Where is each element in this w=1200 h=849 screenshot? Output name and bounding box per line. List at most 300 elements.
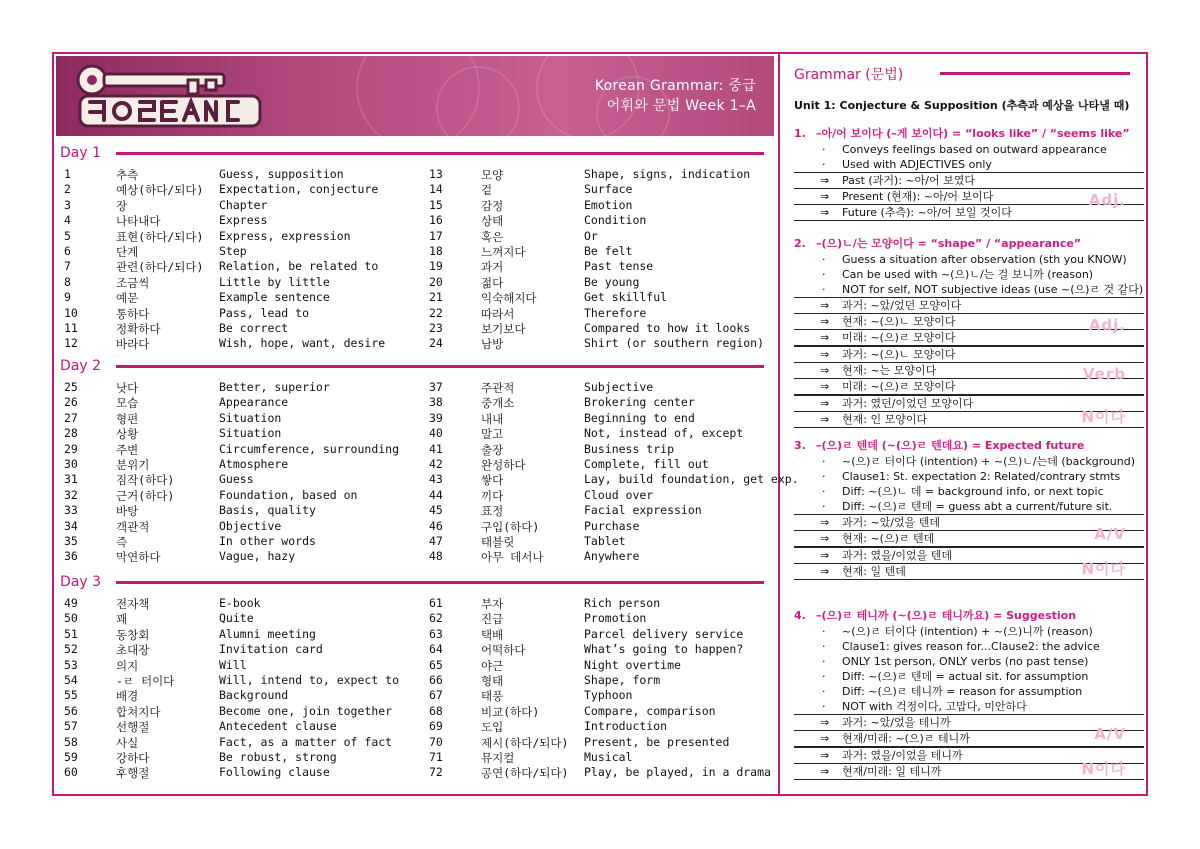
- arrow-mark: ⇒: [820, 380, 830, 393]
- vocab-english: Example sentence: [219, 290, 330, 305]
- vocab-korean: 예문: [116, 291, 139, 306]
- grammar-unit-title: Unit 1: Conjecture & Supposition (추측과 예상을 나타낼 때): [794, 99, 1130, 112]
- grammar-bullet: [794, 669, 1144, 684]
- word-class-tag: Adj.: [1088, 316, 1126, 334]
- vocab-number: 27: [64, 410, 78, 425]
- bullet-text: NOT for self, NOT subjective ideas (use ~(으)ㄹ 것 같다): [842, 283, 1144, 296]
- vocab-korean: 구입(하다): [481, 519, 540, 534]
- grammar-bullet: [794, 267, 1144, 282]
- bullet-text: Diff: ~(으)ㄹ 테니까 = reason for assumption: [842, 685, 1083, 698]
- vocab-english: Surface: [584, 182, 633, 197]
- bullet-text: Used with ADJECTIVES only: [842, 158, 992, 171]
- vocab-korean: 후행절: [116, 766, 150, 781]
- conjugation-group: [794, 714, 1144, 747]
- vocab-korean: 선행절: [116, 720, 150, 735]
- vocab-english: Subjective: [584, 380, 654, 394]
- grammar-heading-text: –(으)ㄹ 테니까 (~(으)ㄹ 테니까요) = Suggestion: [816, 609, 1077, 622]
- grammar-bullet: [794, 252, 1144, 267]
- conjugation-text: 과거: 였을/이었을 테니까: [842, 749, 963, 762]
- vocab-english: Past tense: [584, 259, 654, 274]
- vocab-number: 46: [429, 518, 443, 533]
- vocab-english: Pass, lead to: [219, 305, 310, 320]
- grammar-bullet: [794, 654, 1144, 669]
- arrow-mark: ⇒: [820, 331, 830, 344]
- vocab-number: 28: [64, 426, 78, 441]
- vocab-number: 3: [64, 197, 71, 212]
- vocab-number: 49: [64, 596, 78, 610]
- bullet-mark: ·: [822, 485, 826, 498]
- vocab-number: 63: [429, 626, 443, 641]
- vocab-english: Appearance: [219, 395, 289, 410]
- bullet-mark: ·: [822, 455, 826, 468]
- conjugation-group: [794, 395, 1144, 428]
- vocab-korean: 낫다: [116, 381, 139, 395]
- vocab-number: 53: [64, 657, 78, 672]
- arrow-mark: ⇒: [820, 716, 830, 729]
- arrow-mark: ⇒: [820, 364, 830, 377]
- vocab-korean: 남방: [481, 337, 504, 352]
- grammar-section-4: [794, 608, 1144, 780]
- vocab-english: Basis, quality: [219, 503, 316, 518]
- banner-title-line2: 어휘와 문법 Week 1–A: [606, 98, 756, 114]
- vocab-number: 65: [429, 657, 443, 672]
- vocab-english: Night overtime: [584, 657, 681, 672]
- bullet-mark: ·: [822, 283, 826, 296]
- grammar-heading: [794, 608, 1144, 624]
- bullet-text: ~(으)ㄹ 터이다 (intention) + ~(으)ㄴ/는데 (background): [842, 455, 1136, 468]
- vocab-english: Be correct: [219, 321, 289, 335]
- vocab-english: Or: [584, 228, 598, 243]
- day1-heading: [60, 145, 766, 163]
- vocab-number: 72: [429, 765, 443, 780]
- vocab-korean: 부자: [481, 597, 504, 611]
- vocab-number: 11: [64, 321, 78, 335]
- vocab-korean: 보기보다: [481, 322, 526, 336]
- vocab-english: Purchase: [584, 518, 640, 533]
- conjugation-group: [794, 547, 1144, 580]
- word-class-tag: Adj.: [1088, 191, 1126, 209]
- conjugation-line: [794, 347, 1144, 363]
- day1-rule: [116, 152, 764, 155]
- vocab-korean: 예상(하다/되다): [116, 183, 204, 198]
- vocab-korean: 합쳐지다: [116, 704, 161, 719]
- vocab-english: E-book: [219, 596, 261, 610]
- vocab-korean: 의지: [116, 658, 139, 673]
- grammar-bullet: [794, 484, 1144, 499]
- banner-title-line1: Korean Grammar: 중급: [594, 78, 756, 94]
- grammar-number: 4.: [794, 609, 806, 622]
- vocab-korean: 완성하다: [481, 458, 526, 472]
- arrow-mark: ⇒: [820, 206, 830, 219]
- vocab-english: Shape, signs, indication: [584, 167, 751, 181]
- vocab-number: 62: [429, 611, 443, 626]
- bullet-mark: ·: [822, 655, 826, 668]
- vocab-number: 44: [429, 487, 443, 502]
- conjugation-text: 과거: 였던/이었던 모양이다: [842, 397, 974, 410]
- vocab-korean: 태풍: [481, 689, 504, 704]
- conjugation-text: 과거: ~았/었을 텐데: [842, 516, 941, 529]
- grammar-heading: [794, 236, 1144, 252]
- vocab-korean: 과거: [481, 260, 504, 275]
- vocab-korean: 배경: [116, 689, 139, 704]
- vocab-korean: 객관적: [116, 519, 150, 534]
- day1-label: Day 1: [60, 145, 102, 161]
- vocab-english: Beginning to end: [584, 410, 695, 425]
- vocab-english: Vague, hazy: [219, 549, 296, 564]
- vocab-english: Be young: [584, 274, 640, 289]
- conjugation-line: [794, 173, 1144, 189]
- grammar-section-2: [794, 236, 1144, 428]
- vocab-number: 6: [64, 244, 71, 258]
- conjugation-text: 현재: ~(으)ㄴ 모양이다: [842, 315, 956, 328]
- vocab-english: Lay, build foundation, get exp.: [584, 472, 799, 487]
- day3-rule: [116, 581, 764, 584]
- grammar-section-3: [794, 438, 1144, 580]
- arrow-mark: ⇒: [820, 565, 830, 578]
- vocab-english: Get skillful: [584, 290, 668, 305]
- vocab-english: Present, be presented: [584, 734, 730, 749]
- arrow-mark: ⇒: [820, 413, 830, 426]
- vocab-english: Background: [219, 688, 289, 703]
- bullet-text: NOT with 걱정이다, 고맙다, 미안하다: [842, 700, 1027, 713]
- conjugation-text: Present (현재): ~아/어 보이다: [842, 190, 994, 203]
- vocab-english: Better, superior: [219, 380, 330, 394]
- word-class-tag: Verb: [1082, 365, 1126, 383]
- bullet-text: ONLY 1st person, ONLY verbs (no past tense): [842, 655, 1089, 668]
- vocab-korean: 야근: [481, 658, 504, 673]
- vocab-korean: 강하다: [116, 751, 150, 765]
- vocab-english: Step: [219, 244, 247, 258]
- vocab-number: 33: [64, 503, 78, 518]
- conjugation-group: [794, 297, 1144, 346]
- vocab-korean: 나타내다: [116, 214, 161, 229]
- conjugation-line: [794, 515, 1144, 531]
- arrow-mark: ⇒: [820, 190, 830, 203]
- vocab-english: Rich person: [584, 596, 661, 610]
- conjugation-text: 과거: 였을/이었을 텐데: [842, 549, 953, 562]
- vocab-korean: 사실: [116, 735, 139, 750]
- vocab-korean: 택배: [481, 627, 504, 642]
- vocab-english: What’s going to happen?: [584, 642, 744, 657]
- vocab-number: 1: [64, 167, 71, 181]
- vocab-korean: 뮤지컬: [481, 751, 515, 765]
- grammar-bullet: [794, 624, 1144, 639]
- column-divider: [778, 52, 780, 796]
- vocab-korean: 근거(하다): [116, 488, 175, 503]
- conjugation-group: [794, 172, 1144, 221]
- vocab-korean: 모양: [481, 168, 504, 182]
- vocab-korean: 추측: [116, 168, 139, 182]
- vocab-english: Expectation, conjecture: [219, 182, 379, 197]
- conjugation-group: [794, 514, 1144, 547]
- conjugation-line: [794, 715, 1144, 731]
- vocab-korean: 따라서: [481, 306, 515, 321]
- grammar-heading-text: –(으)ㄴ/는 모양이다 = “shape” / “appearance”: [816, 237, 1082, 250]
- vocab-english: Typhoon: [584, 688, 633, 703]
- vocab-number: 15: [429, 197, 443, 212]
- vocab-english: Facial expression: [584, 503, 702, 518]
- vocab-korean: 혹은: [481, 229, 504, 244]
- vocab-english: Promotion: [584, 611, 647, 626]
- vocab-english: Situation: [219, 410, 282, 425]
- bullet-text: Can be used with ~(으)ㄴ/는 걸 보니까 (reason): [842, 268, 1094, 281]
- grammar-number: 3.: [794, 439, 806, 452]
- vocab-english: Introduction: [584, 719, 668, 734]
- vocab-number: 58: [64, 734, 78, 749]
- vocab-english: Following clause: [219, 765, 330, 780]
- arrow-mark: ⇒: [820, 299, 830, 312]
- vocab-korean: 관련(하다/되다): [116, 260, 204, 275]
- vocab-number: 26: [64, 395, 78, 410]
- grammar-bullet: [794, 684, 1144, 699]
- vocab-english: Therefore: [584, 305, 647, 320]
- vocab-korean: 표현(하다/되다): [116, 229, 204, 244]
- conjugation-text: 미래: ~(으)ㄹ 모양이다: [842, 380, 956, 393]
- vocab-number: 20: [429, 274, 443, 289]
- vocab-english: Fact, as a matter of fact: [219, 734, 393, 749]
- conjugation-text: 과거: ~았/었던 모양이다: [842, 299, 962, 312]
- vocab-number: 48: [429, 549, 443, 564]
- bullet-mark: ·: [822, 158, 826, 171]
- bullet-text: Clause1: gives reason for...Clause2: the advice: [842, 640, 1100, 653]
- word-class-tag: A/V: [1094, 525, 1126, 543]
- vocab-english: Antecedent clause: [219, 719, 337, 734]
- vocab-korean: 아무 데서나: [481, 550, 544, 565]
- vocab-korean: 어떡하다: [481, 643, 526, 658]
- vocab-number: 21: [429, 290, 443, 305]
- vocab-english: Parcel delivery service: [584, 626, 744, 641]
- vocab-english: Express, expression: [219, 228, 351, 243]
- day2-label: Day 2: [60, 358, 102, 374]
- vocab-number: 17: [429, 228, 443, 243]
- day3-vocab-list: [64, 596, 771, 781]
- vocab-english: Express: [219, 213, 268, 228]
- vocab-english: Brokering center: [584, 395, 695, 410]
- vocab-number: 30: [64, 457, 78, 471]
- conjugation-text: 미래: ~(으)ㄹ 모양이다: [842, 331, 956, 344]
- vocab-english: Guess: [219, 472, 254, 487]
- vocab-number: 64: [429, 642, 443, 657]
- arrow-mark: ⇒: [820, 174, 830, 187]
- vocab-number: 41: [429, 441, 443, 456]
- arrow-mark: ⇒: [820, 749, 830, 762]
- vocab-korean: 모습: [116, 396, 139, 411]
- grammar-bullet: [794, 157, 1144, 172]
- grammar-bullet: [794, 639, 1144, 654]
- vocab-korean: 형태: [481, 674, 504, 688]
- korean-logo: [70, 60, 270, 130]
- bullet-text: Diff: ~(으)ㄴ 데 = background info, or next topic: [842, 485, 1104, 498]
- vocab-number: 12: [64, 336, 78, 351]
- grammar-heading-text: –(으)ㄹ 텐데 (~(으)ㄹ 텐데요) = Expected future: [816, 439, 1085, 452]
- vocab-korean: 통하다: [116, 306, 150, 321]
- vocab-number: 61: [429, 596, 443, 610]
- vocab-number: 42: [429, 457, 443, 471]
- conjugation-line: [794, 298, 1144, 314]
- vocab-korean: 출장: [481, 442, 504, 457]
- vocab-number: 66: [429, 673, 443, 687]
- vocab-number: 38: [429, 395, 443, 410]
- vocab-english: Be felt: [584, 244, 633, 258]
- grammar-section-1: [794, 126, 1144, 221]
- word-class-tag: N이다: [1081, 760, 1126, 778]
- vocab-number: 43: [429, 472, 443, 487]
- arrow-mark: ⇒: [820, 765, 830, 778]
- vocab-english: Quite: [219, 611, 254, 626]
- bullet-mark: ·: [822, 670, 826, 683]
- vocab-english: Situation: [219, 426, 282, 441]
- arrow-mark: ⇒: [820, 348, 830, 361]
- banner-title: [595, 76, 756, 116]
- conjugation-text: 과거: ~았/었을 테니까: [842, 716, 951, 729]
- grammar-heading-text: –아/어 보이다 (–게 보이다) = “looks like” / “seems like”: [816, 127, 1130, 140]
- vocab-number: 18: [429, 244, 443, 258]
- vocab-english: Invitation card: [219, 642, 323, 657]
- vocab-number: 71: [429, 750, 443, 764]
- vocab-number: 56: [64, 703, 78, 718]
- vocab-korean: 초대장: [116, 643, 150, 658]
- vocab-korean: 상황: [116, 427, 139, 442]
- vocab-number: 25: [64, 380, 78, 394]
- vocab-korean: 바라다: [116, 337, 150, 352]
- vocab-korean: 단계: [116, 245, 139, 259]
- conjugation-text: 현재: 일 텐데: [842, 565, 906, 578]
- day1-vocab-list: [64, 167, 764, 352]
- vocab-number: 40: [429, 426, 443, 441]
- vocab-number: 51: [64, 626, 78, 641]
- vocab-number: 16: [429, 213, 443, 228]
- conjugation-text: 현재: ~는 모양이다: [842, 364, 937, 377]
- vocab-number: 45: [429, 503, 443, 518]
- vocab-number: 14: [429, 182, 443, 197]
- vocab-korean: 즉: [116, 535, 128, 549]
- vocab-english: Complete, fill out: [584, 457, 709, 471]
- bullet-mark: ·: [822, 143, 826, 156]
- conjugation-text: 현재: 인 모양이다: [842, 413, 928, 426]
- vocab-korean: 공연(하다/되다): [481, 766, 569, 781]
- vocab-korean: 동창회: [116, 627, 150, 642]
- vocab-number: 67: [429, 688, 443, 703]
- vocab-english: Will: [219, 657, 247, 672]
- vocab-number: 4: [64, 213, 71, 228]
- vocab-korean: 주관적: [481, 381, 515, 395]
- vocab-korean: 겉: [481, 183, 493, 198]
- vocab-english: Alumni meeting: [219, 626, 316, 641]
- vocab-korean: 내내: [481, 411, 504, 426]
- vocab-number: 54: [64, 673, 78, 687]
- grammar-title-rule: [940, 72, 1130, 75]
- vocab-english: Shirt (or southern region): [584, 336, 765, 351]
- bullet-mark: ·: [822, 268, 826, 281]
- vocab-korean: 비교(하다): [481, 704, 540, 719]
- vocab-number: 47: [429, 534, 443, 548]
- vocab-english: Emotion: [584, 197, 633, 212]
- arrow-mark: ⇒: [820, 516, 830, 529]
- bullet-mark: ·: [822, 470, 826, 483]
- grammar-number: 2.: [794, 237, 806, 250]
- vocab-korean: 감정: [481, 198, 504, 213]
- grammar-heading: [794, 126, 1144, 142]
- vocab-number: 39: [429, 410, 443, 425]
- vocab-korean: 짐작(하다): [116, 473, 175, 488]
- vocab-number: 5: [64, 228, 71, 243]
- vocab-korean: 쌓다: [481, 473, 504, 488]
- conjugation-group: [794, 346, 1144, 395]
- vocab-number: 31: [64, 472, 78, 487]
- vocab-number: 55: [64, 688, 78, 703]
- vocab-korean: 느껴지다: [481, 245, 526, 259]
- vocab-korean: 표정: [481, 504, 504, 519]
- vocab-english: Compared to how it looks: [584, 321, 751, 335]
- vocab-number: 50: [64, 611, 78, 626]
- grammar-bullet: [794, 454, 1144, 469]
- vocab-korean: 중개소: [481, 396, 515, 411]
- vocab-korean: 조금씩: [116, 275, 150, 290]
- vocab-korean: 끼다: [481, 488, 504, 503]
- bullet-mark: ·: [822, 685, 826, 698]
- arrow-mark: ⇒: [820, 732, 830, 745]
- day2-vocab-list: [64, 380, 799, 565]
- word-class-tag: N이다: [1081, 560, 1126, 578]
- bullet-text: Clause1: St. expectation 2: Related/contrary stmts: [842, 470, 1121, 483]
- vocab-number: 2: [64, 182, 71, 197]
- vocab-english: Chapter: [219, 197, 268, 212]
- conjugation-text: 현재: ~(으)ㄹ 텐데: [842, 532, 935, 545]
- vocab-korean: 익숙해지다: [481, 291, 537, 306]
- vocab-korean: 막연하다: [116, 550, 161, 565]
- conjugation-text: 과거: ~(으)ㄴ 모양이다: [842, 348, 956, 361]
- vocab-english: Cloud over: [584, 487, 654, 502]
- vocab-number: 23: [429, 321, 443, 335]
- vocab-english: Will, intend to, expect to: [219, 673, 400, 687]
- vocab-number: 69: [429, 719, 443, 734]
- vocab-korean: 분위기: [116, 458, 150, 472]
- vocab-english: Tablet: [584, 534, 626, 548]
- conjugation-text: 현재/미래: ~(으)ㄹ 테니까: [842, 732, 970, 745]
- day3-label: Day 3: [60, 574, 102, 590]
- day3-heading: [60, 574, 766, 592]
- vocab-english: Guess, supposition: [219, 167, 344, 181]
- vocab-english: Compare, comparison: [584, 703, 716, 718]
- vocab-number: 35: [64, 534, 78, 548]
- vocab-english: Foundation, based on: [219, 487, 358, 502]
- bullet-text: Diff: ~(으)ㄹ 텐데 = guess abt a current/future sit.: [842, 500, 1113, 513]
- bullet-text: Guess a situation after observation (sth you KNOW): [842, 253, 1127, 266]
- grammar-bullet: [794, 469, 1144, 484]
- vocab-english: Shape, form: [584, 673, 661, 687]
- bullet-mark: ·: [822, 640, 826, 653]
- bullet-text: Conveys feelings based on outward appearance: [842, 143, 1107, 156]
- arrow-mark: ⇒: [820, 549, 830, 562]
- vocab-korean: 말고: [481, 427, 504, 442]
- bullet-text: ~(으)ㄹ 터이다 (intention) + ~(으)니까 (reason): [842, 625, 1093, 638]
- vocab-korean: 전자책: [116, 597, 150, 611]
- bullet-text: Diff: ~(으)ㄹ 텐데 = actual sit. for assumption: [842, 670, 1089, 683]
- vocab-number: 19: [429, 259, 443, 274]
- vocab-number: 59: [64, 750, 78, 764]
- vocab-korean: 형편: [116, 411, 139, 426]
- vocab-number: 37: [429, 380, 443, 394]
- vocab-number: 10: [64, 305, 78, 320]
- arrow-mark: ⇒: [820, 397, 830, 410]
- vocab-english: In other words: [219, 534, 316, 548]
- vocab-number: 34: [64, 518, 78, 533]
- vocab-english: Condition: [584, 213, 647, 228]
- vocab-english: Business trip: [584, 441, 675, 456]
- grammar-number: 1.: [794, 127, 806, 140]
- vocab-english: Wish, hope, want, desire: [219, 336, 386, 351]
- vocab-number: 29: [64, 441, 78, 456]
